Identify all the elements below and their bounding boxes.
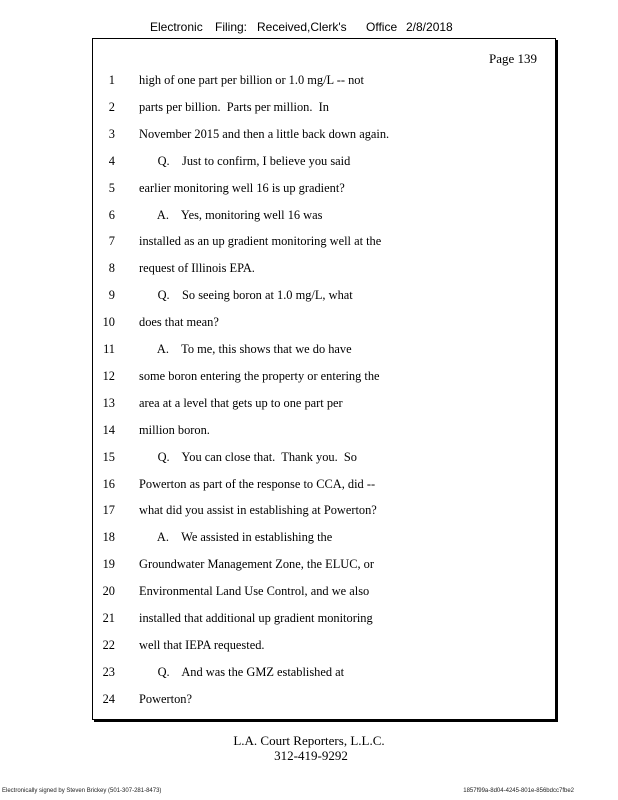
transcript-line (93, 234, 533, 252)
transcript-line (93, 692, 533, 710)
line-number: 5 (108, 180, 115, 195)
line-number: 24 (102, 691, 115, 706)
line-number: 9 (108, 288, 115, 303)
transcript-line (93, 73, 533, 91)
line-text: what did you assist in establishing at Powerton? (139, 503, 377, 518)
signature-left: Electronically signed by Steven Brickey (501-307-281-8473) (2, 788, 162, 794)
line-text: installed as an up gradient monitoring well at the (139, 234, 382, 249)
transcript-line (93, 181, 533, 199)
line-text: parts per billion. Parts per million. In (139, 99, 329, 114)
transcript-line (93, 369, 533, 387)
line-number: 23 (102, 664, 115, 679)
line-number: 19 (102, 557, 115, 572)
line-text: million boron. (139, 422, 210, 437)
line-number: 20 (102, 584, 115, 599)
transcript-line (93, 423, 533, 441)
line-text: some boron entering the property or entering the (139, 368, 380, 383)
filing-word-received: Received,Clerk's (257, 20, 347, 34)
transcript-line (93, 557, 533, 575)
line-number: 22 (102, 637, 115, 652)
line-number: 16 (102, 476, 115, 491)
line-number: 11 (103, 342, 115, 356)
transcript-line (93, 127, 533, 145)
line-number: 17 (102, 503, 115, 518)
line-number: 10 (102, 315, 115, 330)
line-number: 6 (108, 207, 115, 222)
page-number: Page 139 (488, 51, 537, 66)
transcript-line (93, 530, 533, 548)
filing-word-filing: Filing: (215, 20, 248, 34)
transcript-line (93, 396, 533, 414)
line-number: 14 (102, 422, 115, 437)
line-text: Powerton as part of the response to CCA, did -- (139, 476, 376, 491)
line-text: does that mean? (139, 315, 219, 330)
line-number: 1 (108, 73, 115, 87)
line-text: installed that additional up gradient monitoring (139, 611, 373, 625)
signature-right: 1857f99a-8d04-4245-801e-856bdcc7fbe2 (463, 788, 574, 794)
line-number: 7 (108, 234, 115, 249)
transcript-line (93, 477, 533, 495)
transcript-line (93, 100, 533, 118)
filing-stamp (0, 20, 618, 38)
line-number: 12 (102, 368, 115, 383)
line-text: November 2015 and then a little back down again. (139, 126, 390, 141)
transcript-line (93, 611, 533, 629)
line-number: 18 (102, 530, 115, 545)
line-number: 13 (102, 395, 115, 410)
line-text: Q. Just to confirm, I believe you said (139, 153, 351, 168)
filing-date: 2/8/2018 (406, 20, 453, 34)
line-number: 8 (108, 261, 115, 276)
line-text: well that IEPA requested. (139, 637, 265, 652)
transcript-line (93, 208, 533, 226)
transcript-line (93, 503, 533, 521)
reporter-name: L.A. Court Reporters, L.L.C. (233, 733, 385, 748)
line-text: Powerton? (139, 691, 192, 706)
transcript-line (93, 584, 533, 602)
transcript-line (93, 154, 533, 172)
filing-word-office: Office (366, 20, 398, 34)
line-text: Q. And was the GMZ established at (139, 664, 345, 679)
transcript-page (92, 38, 556, 720)
transcript-line (93, 450, 533, 468)
line-text: earlier monitoring well 16 is up gradient? (139, 180, 345, 195)
transcript-line (93, 342, 533, 360)
line-text: request of Illinois EPA. (139, 261, 255, 276)
filing-word-electronic: Electronic (150, 20, 203, 34)
reporter-phone: 312-419-9292 (274, 748, 348, 763)
transcript-line (93, 261, 533, 279)
line-number: 4 (108, 153, 115, 168)
line-text: Environmental Land Use Control, and we also (139, 584, 370, 599)
line-text: A. To me, this shows that we do have (139, 342, 352, 356)
line-text: area at a level that gets up to one part per (139, 395, 343, 410)
line-text: Q. You can close that. Thank you. So (139, 449, 357, 464)
line-number: 2 (108, 99, 115, 114)
line-number: 15 (102, 449, 115, 464)
line-text: Q. So seeing boron at 1.0 mg/L, what (139, 288, 353, 303)
transcript-line (93, 315, 533, 333)
line-text: A. We assisted in establishing the (139, 530, 333, 545)
line-text: A. Yes, monitoring well 16 was (139, 207, 323, 222)
transcript-line (93, 638, 533, 656)
transcript-line (93, 665, 533, 683)
line-number: 21 (102, 611, 115, 625)
line-text: high of one part per billion or 1.0 mg/L -- not (139, 73, 364, 87)
transcript-line (93, 288, 533, 306)
line-text: Groundwater Management Zone, the ELUC, or (139, 557, 375, 572)
line-number: 3 (108, 126, 115, 141)
